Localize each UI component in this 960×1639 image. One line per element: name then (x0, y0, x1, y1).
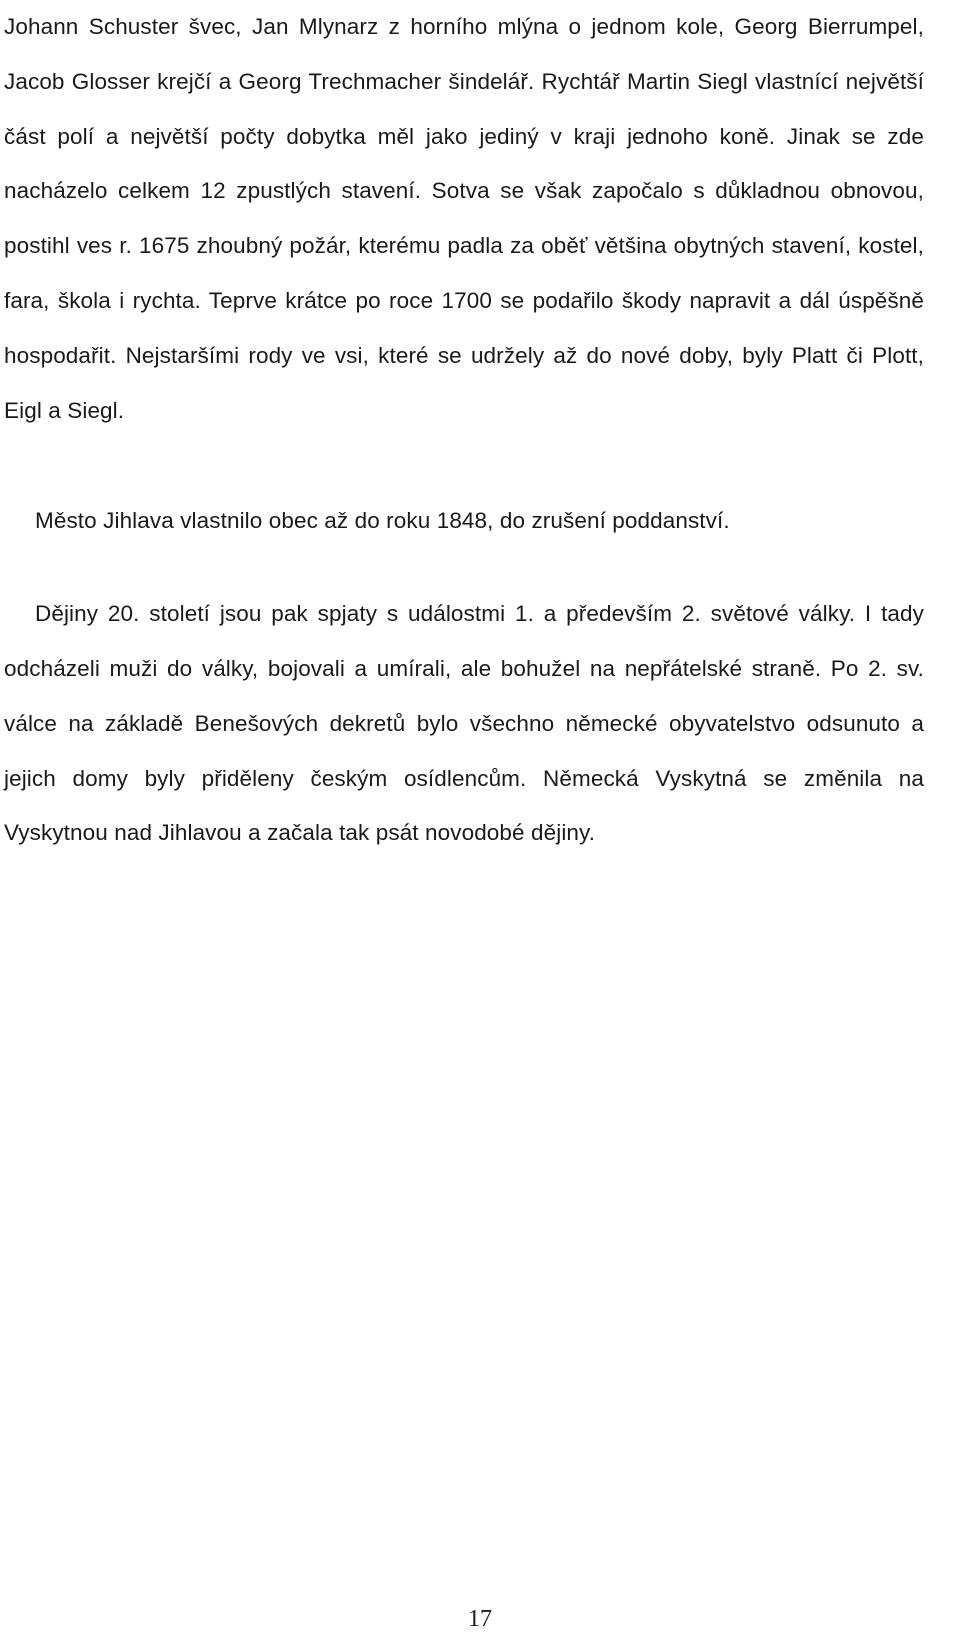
paragraph-20th-century: Dějiny 20. století jsou pak spjaty s událostmi 1. a především 2. světové války. I tady odcházeli muži do války, bojovali a umírali, ale bohužel na nepřátelské straně. Po 2. sv. válce na základě Benešových dekretů bylo všechno německé obyvatelstvo odsunuto a jejich domy byly přiděleny českým osídlencům. Německá Vyskytná se změnila na Vyskytnou nad Jihlavou a začala tak psát novodobé dějiny. (4, 601, 924, 846)
paragraph-village-history: Johann Schuster švec, Jan Mlynarz z horního mlýna o jednom kole, Georg Bierrumpel, Jacob Glosser krejčí a Georg Trechmacher šindelář. Rychtář Martin Siegl vlastnící největší část polí a největší počty dobytka měl jako jediný v kraji jednoho koně. Jinak se zde nacházelo celkem 12 zpustlých stavení. Sotva se však započalo s důkladnou obnovou, postihl ves r. 1675 zhoubný požár, kterému padla za oběť většina obytných stavení, kostel, fara, škola i rychta. Teprve krátce po roce 1700 se podařilo škody napravit a dál úspěšně hospodařit. Nejstaršími rody ve vsi, které se udržely až do nové doby, byly Platt či Plott, Eigl a Siegl. (4, 14, 924, 423)
paragraph-jihlava-ownership: Město Jihlava vlastnilo obec až do roku 1848, do zrušení poddanství. (35, 508, 730, 534)
page-number: 17 (468, 1606, 492, 1632)
document-body (4, 0, 924, 861)
